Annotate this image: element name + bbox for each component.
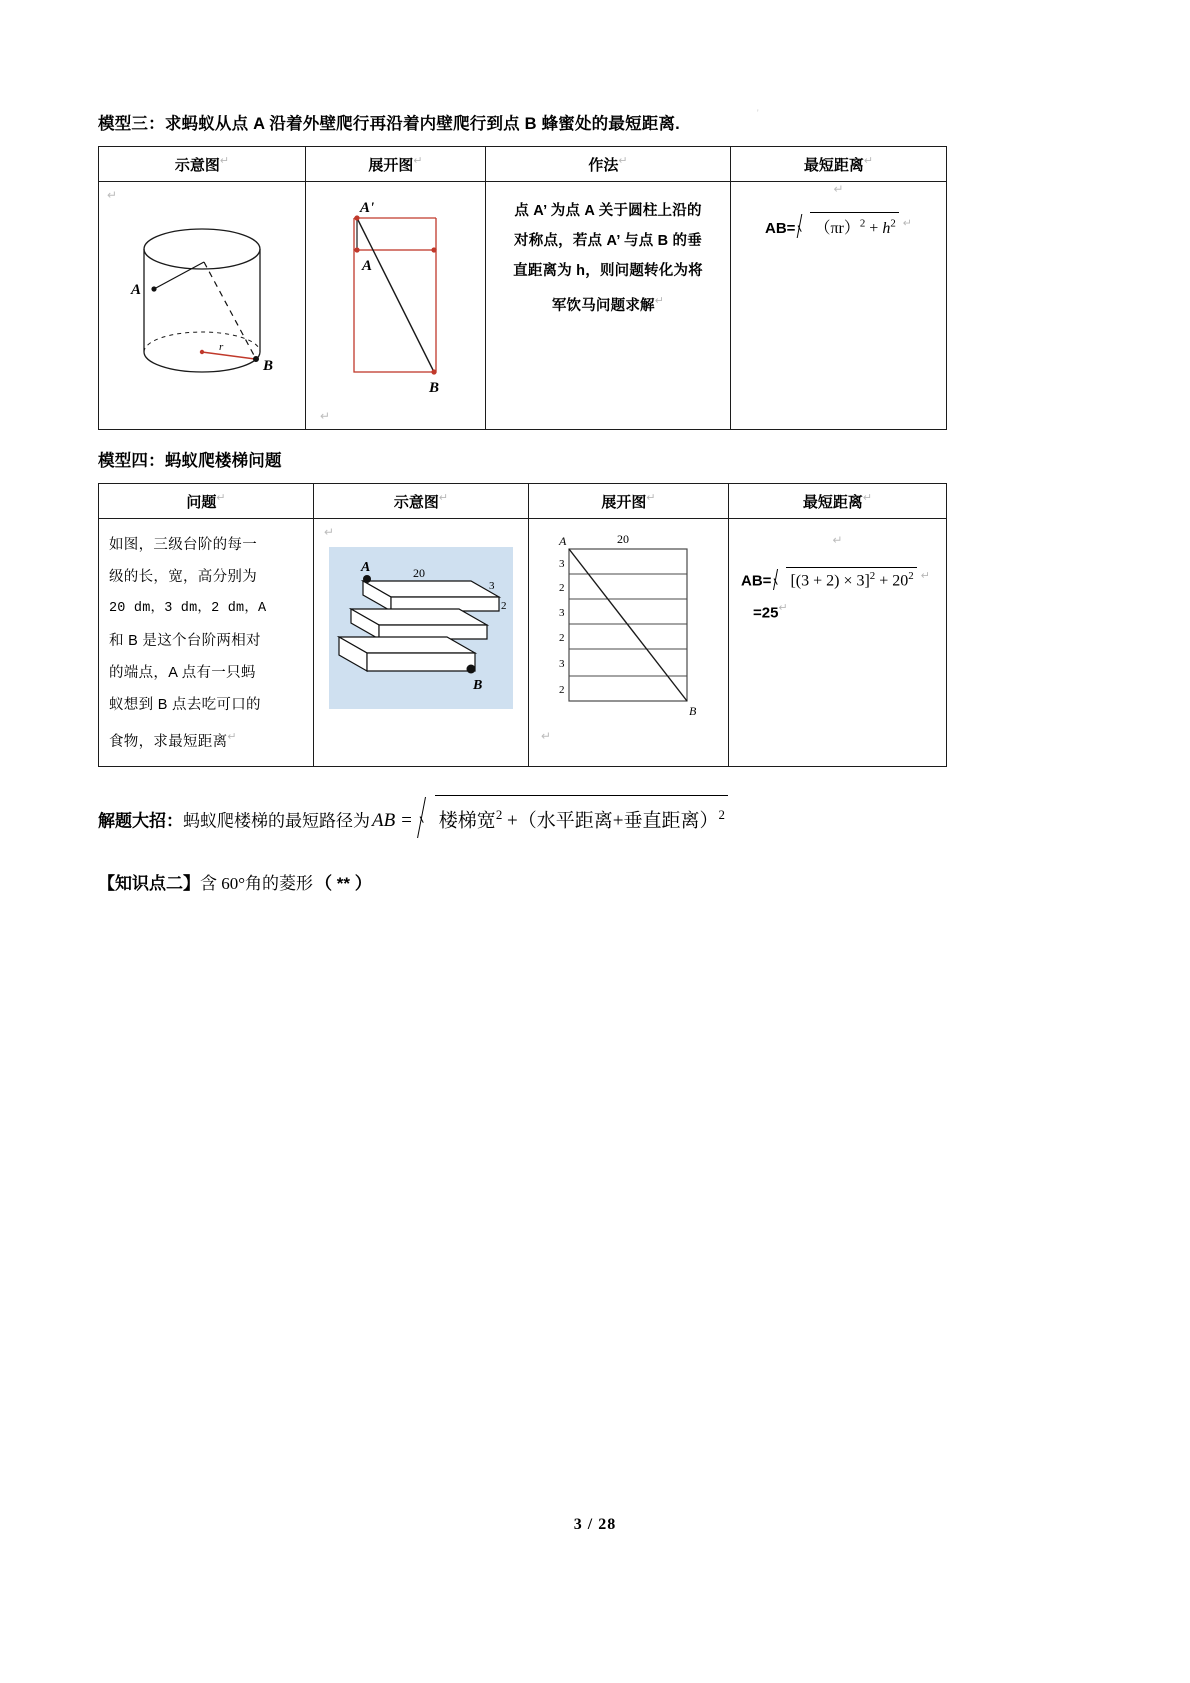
radicand: [810, 212, 898, 238]
model3-method-text: [486, 182, 730, 331]
radical-sign: [772, 565, 920, 591]
model3-table: [98, 146, 947, 430]
exponent-2: 2: [908, 570, 914, 582]
radicand-term1: （πr）: [814, 220, 860, 237]
stairs-unfold-svg: [539, 527, 719, 727]
cylinder-figure: [99, 204, 305, 399]
solution-tip-ab: AB =: [372, 810, 413, 832]
pilcrow-mark: ↵: [902, 217, 912, 230]
label-height: 2: [501, 600, 507, 612]
model3-heading-text: 求蚂蚁从点 A 沿着外壁爬行再沿着内壁爬行到点 B 蜂蜜处的最短距离.: [164, 115, 680, 133]
model3-header-unfold: [306, 147, 486, 182]
label-B: B: [473, 678, 483, 693]
model3-cell-sketch: [99, 182, 306, 430]
header-text: 展开图: [368, 156, 414, 174]
row-label: 2: [558, 582, 564, 594]
formula-lhs: AB=: [741, 572, 772, 590]
solution-tip: [98, 793, 958, 839]
page-content: [98, 110, 958, 894]
solution-tip-label: 解题大招：: [98, 811, 183, 831]
label-B: B: [428, 380, 439, 396]
radical-sign: [796, 210, 902, 239]
pilcrow-mark: ↵: [778, 602, 788, 615]
knowledge-point-line: [98, 869, 958, 894]
model4-heading: [98, 447, 958, 471]
pilcrow-mark: ↵: [920, 570, 930, 582]
exponent-1: 2: [859, 217, 866, 230]
pilcrow-mark: ↵: [107, 188, 118, 202]
knowledge-point-stars: （ ** ）: [315, 874, 372, 894]
model4-cell-formula: [729, 519, 947, 767]
label-r: r: [219, 341, 224, 353]
radicand-term2: （水平距离+垂直距离）: [517, 810, 719, 832]
row-label: 3: [558, 658, 564, 670]
model4-cell-problem: [99, 519, 314, 767]
model4-header-row: [99, 484, 947, 519]
method-line: 点 A’ 为点 A 关于圆柱上沿的: [514, 203, 702, 219]
model4-header-distance: [729, 484, 947, 519]
model4-body-row: [99, 519, 947, 767]
result-value: =25: [753, 604, 779, 622]
problem-line: 的端点，A 点有一只蚂: [109, 665, 256, 681]
knowledge-point-text: 含 60°角的菱形: [200, 874, 314, 894]
label-top-length: 20: [616, 532, 629, 546]
model3-heading: [98, 110, 958, 134]
plus-sign: +: [879, 572, 889, 590]
problem-line: 蚁想到 B 点去吃可口的: [109, 697, 261, 713]
model4-header-sketch: [314, 484, 529, 519]
plus-sign: +: [507, 810, 518, 832]
header-text: 最短距离: [803, 156, 864, 174]
label-A: A: [361, 258, 372, 274]
page-footer: 3 / 28: [573, 1516, 617, 1533]
formula-lhs: AB=: [765, 220, 796, 237]
pilcrow-mark: ↵: [541, 729, 552, 743]
exponent-1: 2: [869, 570, 876, 582]
pilcrow-mark: ↵: [216, 491, 226, 504]
pilcrow-mark: ↵: [413, 154, 423, 167]
pilcrow-mark: ↵: [646, 491, 656, 504]
pilcrow-mark: ↵: [862, 491, 873, 504]
label-A: A: [361, 560, 371, 575]
plus-sign: +: [869, 220, 879, 237]
pilcrow-mark: ↵: [863, 154, 874, 167]
header-text: 示意图: [174, 156, 220, 174]
label-B: B: [688, 704, 696, 718]
label-length: 20: [413, 566, 425, 580]
pilcrow-mark: ↵: [654, 295, 665, 307]
exponent-2: 2: [890, 217, 896, 230]
radicand-term1: 楼梯宽: [438, 810, 496, 832]
model4-formula-result: [753, 601, 788, 622]
solution-tip-text: 蚂蚁爬楼梯的最短路径为: [183, 811, 370, 831]
label-A-prime: A': [359, 200, 374, 216]
stairs-sketch-svg: [321, 541, 521, 721]
method-line: 对称点，若点 A’ 与点 B 的垂: [514, 233, 702, 249]
radical-sign: [418, 793, 732, 839]
model3-header-row: [99, 147, 947, 182]
header-text: 问题: [186, 493, 217, 511]
model3-header-distance: [731, 147, 947, 182]
model3-cell-formula: [731, 182, 947, 430]
label-width: 3: [489, 580, 495, 592]
page-top-mark: ': [757, 108, 759, 118]
pilcrow-mark: ↵: [227, 731, 237, 743]
model4-header-unfold: [529, 484, 729, 519]
model3-formula: [765, 210, 912, 239]
model4-cell-sketch: [314, 519, 529, 767]
pilcrow-mark: ↵: [833, 182, 844, 196]
pilcrow-mark: ↵: [438, 491, 449, 504]
radicand-term2: 20: [892, 572, 909, 590]
header-text: 最短距离: [802, 493, 863, 511]
model3-header-sketch: [99, 147, 306, 182]
model3-heading-label: 模型三：: [98, 115, 165, 133]
radicand: [435, 795, 728, 838]
model3-header-method: [486, 147, 731, 182]
knowledge-point-label: 【知识点二】: [98, 874, 200, 894]
stairs-unfold-figure: [529, 519, 728, 727]
header-text: 展开图: [601, 493, 647, 511]
header-text: 作法: [588, 156, 619, 174]
model4-heading-label: 模型四：: [98, 452, 165, 470]
model3-cell-unfold: [306, 182, 486, 430]
model4-header-problem: [99, 484, 314, 519]
model4-table: [98, 483, 947, 767]
problem-line: 和 B 是这个台阶两相对: [109, 633, 261, 649]
problem-line: 如图，三级台阶的每一: [109, 537, 257, 553]
label-A: A: [131, 282, 142, 298]
pilcrow-mark: ↵: [832, 533, 843, 547]
pilcrow-mark: ↵: [324, 525, 335, 539]
method-line: 军饮马问题求解↵: [551, 295, 665, 314]
row-label: 2: [558, 684, 564, 696]
row-label: 3: [558, 607, 564, 619]
header-text: 示意图: [393, 493, 439, 511]
model4-cell-unfold: [529, 519, 729, 767]
row-label: 2: [558, 632, 564, 644]
label-A: A: [558, 534, 566, 548]
exponent-1: 2: [495, 806, 503, 822]
model4-formula: [741, 565, 930, 591]
model4-heading-text: 蚂蚁爬楼梯问题: [164, 452, 282, 470]
label-B: B: [263, 358, 274, 374]
problem-line: 20 dm，3 dm，2 dm，A: [109, 601, 267, 616]
model3-body-row: [99, 182, 947, 430]
pilcrow-mark: ↵: [618, 154, 628, 167]
cylinder-svg: [107, 204, 297, 399]
radicand-term1: [(3 + 2) × 3]: [790, 572, 870, 590]
pilcrow-mark: ↵: [219, 154, 230, 167]
problem-line: 食物，求最短距离↵: [109, 731, 237, 750]
model4-problem-text: [99, 519, 313, 766]
radicand: [786, 567, 916, 590]
exponent-2: 2: [718, 806, 725, 822]
problem-line: 级的长，宽，高分别为: [109, 569, 257, 585]
radicand-term2: h: [882, 220, 891, 237]
method-line: 直距离为 h，则问题转化为将: [513, 263, 703, 279]
unfold-figure: [306, 182, 485, 407]
model3-cell-method: [486, 182, 731, 430]
row-label: 3: [558, 558, 564, 570]
stairs-sketch-figure: [314, 541, 528, 721]
pilcrow-mark: ↵: [320, 409, 331, 423]
unfold-svg: [316, 192, 476, 407]
